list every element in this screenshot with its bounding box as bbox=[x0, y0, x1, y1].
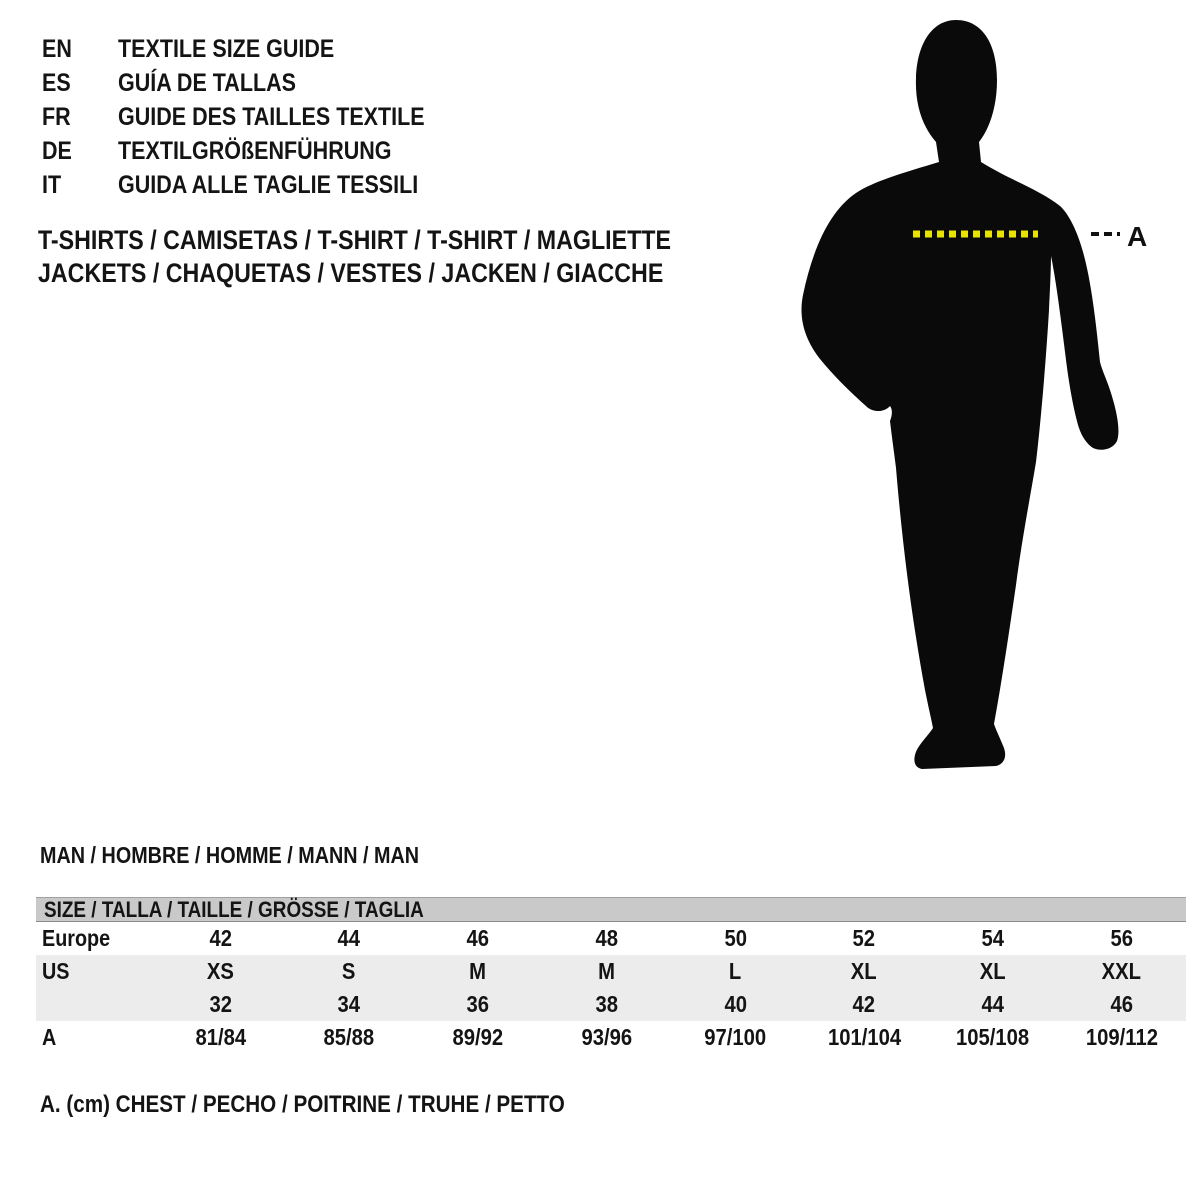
guide-title: GUÍA DE TALLAS bbox=[118, 68, 296, 97]
cell: 46 bbox=[466, 925, 490, 951]
table-row-us-letter bbox=[36, 955, 1186, 988]
cell: 44 bbox=[981, 991, 1005, 1017]
cell: 97/100 bbox=[704, 1024, 767, 1050]
cell: 56 bbox=[1110, 925, 1133, 951]
cell: 32 bbox=[209, 991, 232, 1017]
language-code: FR bbox=[42, 102, 71, 131]
cell: 105/108 bbox=[956, 1024, 1030, 1050]
cell: XL bbox=[851, 958, 878, 984]
section-heading-man: MAN / HOMBRE / HOMME / MANN / MAN bbox=[40, 842, 420, 868]
marker-label-a: A bbox=[1127, 221, 1148, 252]
row-label: US bbox=[42, 958, 70, 984]
table-row-chest-a bbox=[36, 1021, 1186, 1054]
man-silhouette bbox=[802, 20, 1119, 769]
cell: XL bbox=[979, 958, 1006, 984]
cell: 109/112 bbox=[1085, 1024, 1158, 1050]
row-label bbox=[36, 991, 156, 1018]
language-row-es bbox=[42, 66, 475, 100]
cell: 48 bbox=[595, 925, 618, 951]
size-table-header bbox=[36, 897, 1186, 922]
language-code: IT bbox=[42, 170, 62, 199]
language-title-block bbox=[42, 32, 475, 202]
row-label: Europe bbox=[42, 925, 111, 951]
language-code: EN bbox=[42, 34, 72, 63]
guide-title: TEXTILE SIZE GUIDE bbox=[118, 34, 335, 63]
cell: M bbox=[598, 958, 616, 984]
category-line-jackets: JACKETS / CHAQUETAS / VESTES / JACKEN / GIACCHE bbox=[38, 258, 664, 288]
cell: 50 bbox=[724, 925, 747, 951]
language-code: DE bbox=[42, 136, 72, 165]
language-code: ES bbox=[42, 68, 71, 97]
cell: L bbox=[729, 958, 742, 984]
cell: 85/88 bbox=[323, 1024, 375, 1050]
cell: 89/92 bbox=[452, 1024, 504, 1050]
cell: 93/96 bbox=[581, 1024, 632, 1050]
cell: XS bbox=[206, 958, 234, 984]
cell: 46 bbox=[1110, 991, 1133, 1017]
size-table-header-label: SIZE / TALLA / TAILLE / GRÖSSE / TAGLIA bbox=[44, 896, 424, 922]
cell: 38 bbox=[595, 991, 618, 1017]
cell: 44 bbox=[337, 925, 361, 951]
cell: 34 bbox=[337, 991, 361, 1017]
cell: 52 bbox=[852, 925, 876, 951]
language-row-de bbox=[42, 134, 475, 168]
language-row-it bbox=[42, 168, 475, 202]
cell: 54 bbox=[981, 925, 1005, 951]
category-line-tshirts: T-SHIRTS / CAMISETAS / T-SHIRT / T-SHIRT / MAGLIETTE bbox=[38, 225, 671, 255]
measurement-legend: A. (cm) CHEST / PECHO / POITRINE / TRUHE / PETTO bbox=[40, 1091, 565, 1118]
language-row-fr bbox=[42, 100, 475, 134]
cell: M bbox=[469, 958, 487, 984]
cell: 101/104 bbox=[827, 1024, 901, 1050]
guide-title: TEXTILGRÖßENFÜHRUNG bbox=[118, 136, 392, 165]
guide-title: GUIDE DES TAILLES TEXTILE bbox=[118, 102, 425, 131]
cell: XXL bbox=[1101, 958, 1142, 984]
cell: 40 bbox=[724, 991, 747, 1017]
row-label: A bbox=[42, 1024, 57, 1050]
table-row-europe bbox=[36, 922, 1186, 955]
language-row-en bbox=[42, 32, 475, 66]
cell: 42 bbox=[209, 925, 232, 951]
size-table bbox=[36, 897, 1186, 1054]
cell: 81/84 bbox=[195, 1024, 246, 1050]
table-row-us-numeric bbox=[36, 988, 1186, 1021]
category-lines bbox=[38, 224, 774, 290]
cell: 42 bbox=[852, 991, 876, 1017]
cell: 36 bbox=[466, 991, 490, 1017]
guide-title: GUIDA ALLE TAGLIE TESSILI bbox=[118, 170, 419, 199]
cell: S bbox=[342, 958, 356, 984]
